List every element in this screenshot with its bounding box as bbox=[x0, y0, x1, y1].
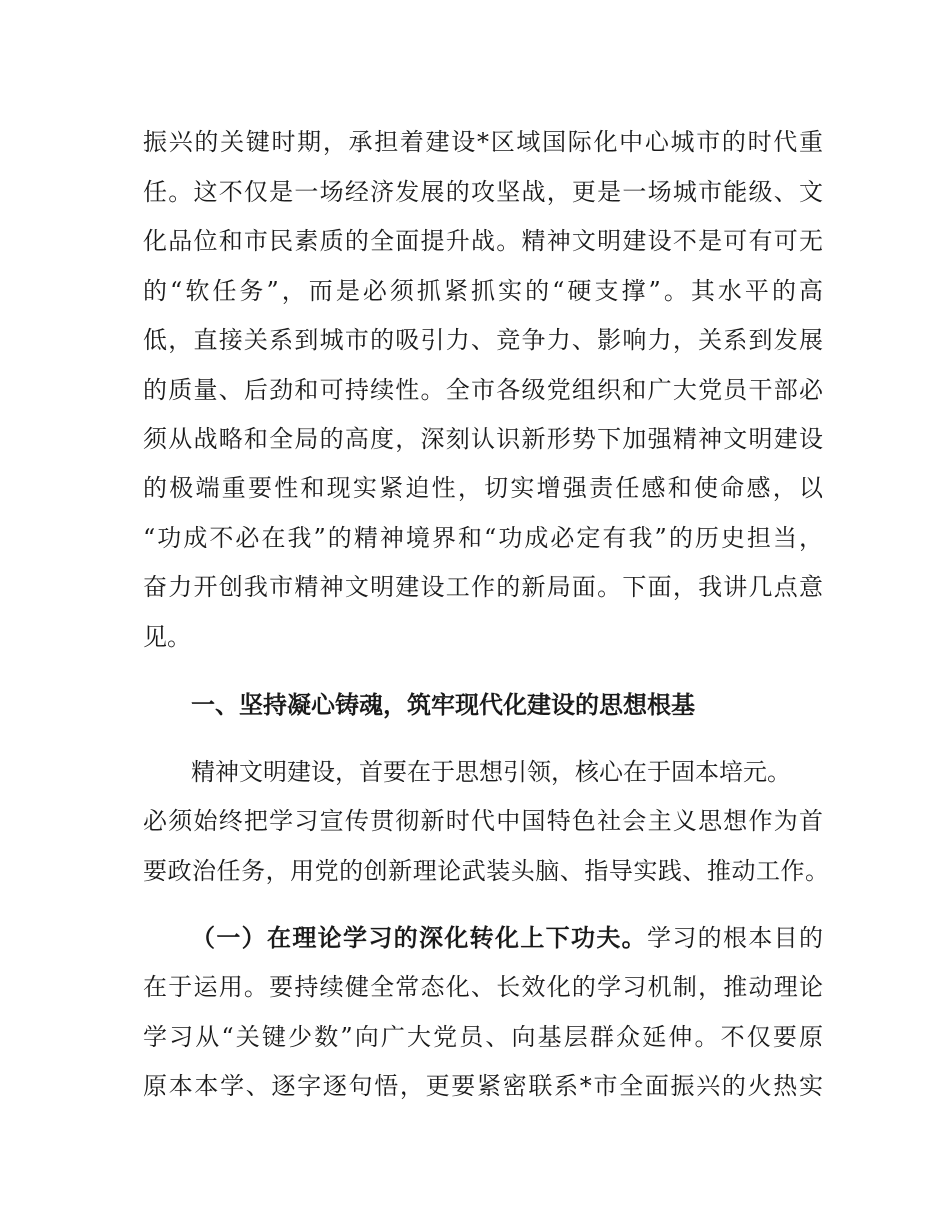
intro-line-10: 奋力开创我市精神文明建设工作的新局面。下面，我讲几点意 bbox=[143, 573, 823, 601]
intro-line-1: 振兴的关键时期，承担着建设*区域国际化中心城市的时代重 bbox=[143, 128, 823, 156]
subsection-line-2: 在于运用。要持续健全常态化、长效化的学习机制，推动理论 bbox=[143, 973, 823, 1001]
subsection-first-line-rest: 学习的根本目的 bbox=[647, 924, 823, 952]
subsection-line-3: 学习从“关键少数”向广大党员、向基层群众延伸。不仅要原 bbox=[143, 1023, 823, 1051]
intro-line-5: 低，直接关系到城市的吸引力、竞争力、影响力，关系到发展 bbox=[143, 326, 823, 354]
section-paragraph-line-1: 精神文明建设，首要在于思想引领，核心在于固本培元。 bbox=[191, 758, 791, 786]
subsection-first-line bbox=[191, 918, 823, 958]
intro-line-8: 的极端重要性和现实紧迫性，切实增强责任感和使命感，以 bbox=[143, 474, 823, 502]
intro-line-2: 任。这不仅是一场经济发展的攻坚战，更是一场城市能级、文 bbox=[143, 178, 823, 206]
subsection-bold-lead: （一）在理论学习的深化转化上下功夫。 bbox=[191, 924, 647, 952]
intro-line-3: 化品位和市民素质的全面提升战。精神文明建设不是可有可无 bbox=[143, 227, 823, 255]
section-paragraph-line-3: 要政治任务，用党的创新理论武装头脑、指导实践、推动工作。 bbox=[143, 857, 829, 885]
intro-line-11: 见。 bbox=[143, 623, 191, 651]
section-paragraph-line-2: 必须始终把学习宣传贯彻新时代中国特色社会主义思想作为首 bbox=[143, 807, 823, 835]
subsection-line-4: 原本本学、逐字逐句悟，更要紧密联系*市全面振兴的火热实 bbox=[143, 1072, 823, 1100]
intro-line-7: 须从战略和全局的高度，深刻认识新形势下加强精神文明建设 bbox=[143, 425, 823, 453]
section-heading: 一、坚持凝心铸魂，筑牢现代化建设的思想根基 bbox=[191, 691, 695, 719]
intro-line-4: 的“软任务”，而是必须抓紧抓实的“硬支撑”。其水平的高 bbox=[143, 277, 823, 305]
intro-line-6: 的质量、后劲和可持续性。全市各级党组织和广大党员干部必 bbox=[143, 376, 823, 404]
intro-line-9: “功成不必在我”的精神境界和“功成必定有我”的历史担当， bbox=[143, 524, 823, 552]
